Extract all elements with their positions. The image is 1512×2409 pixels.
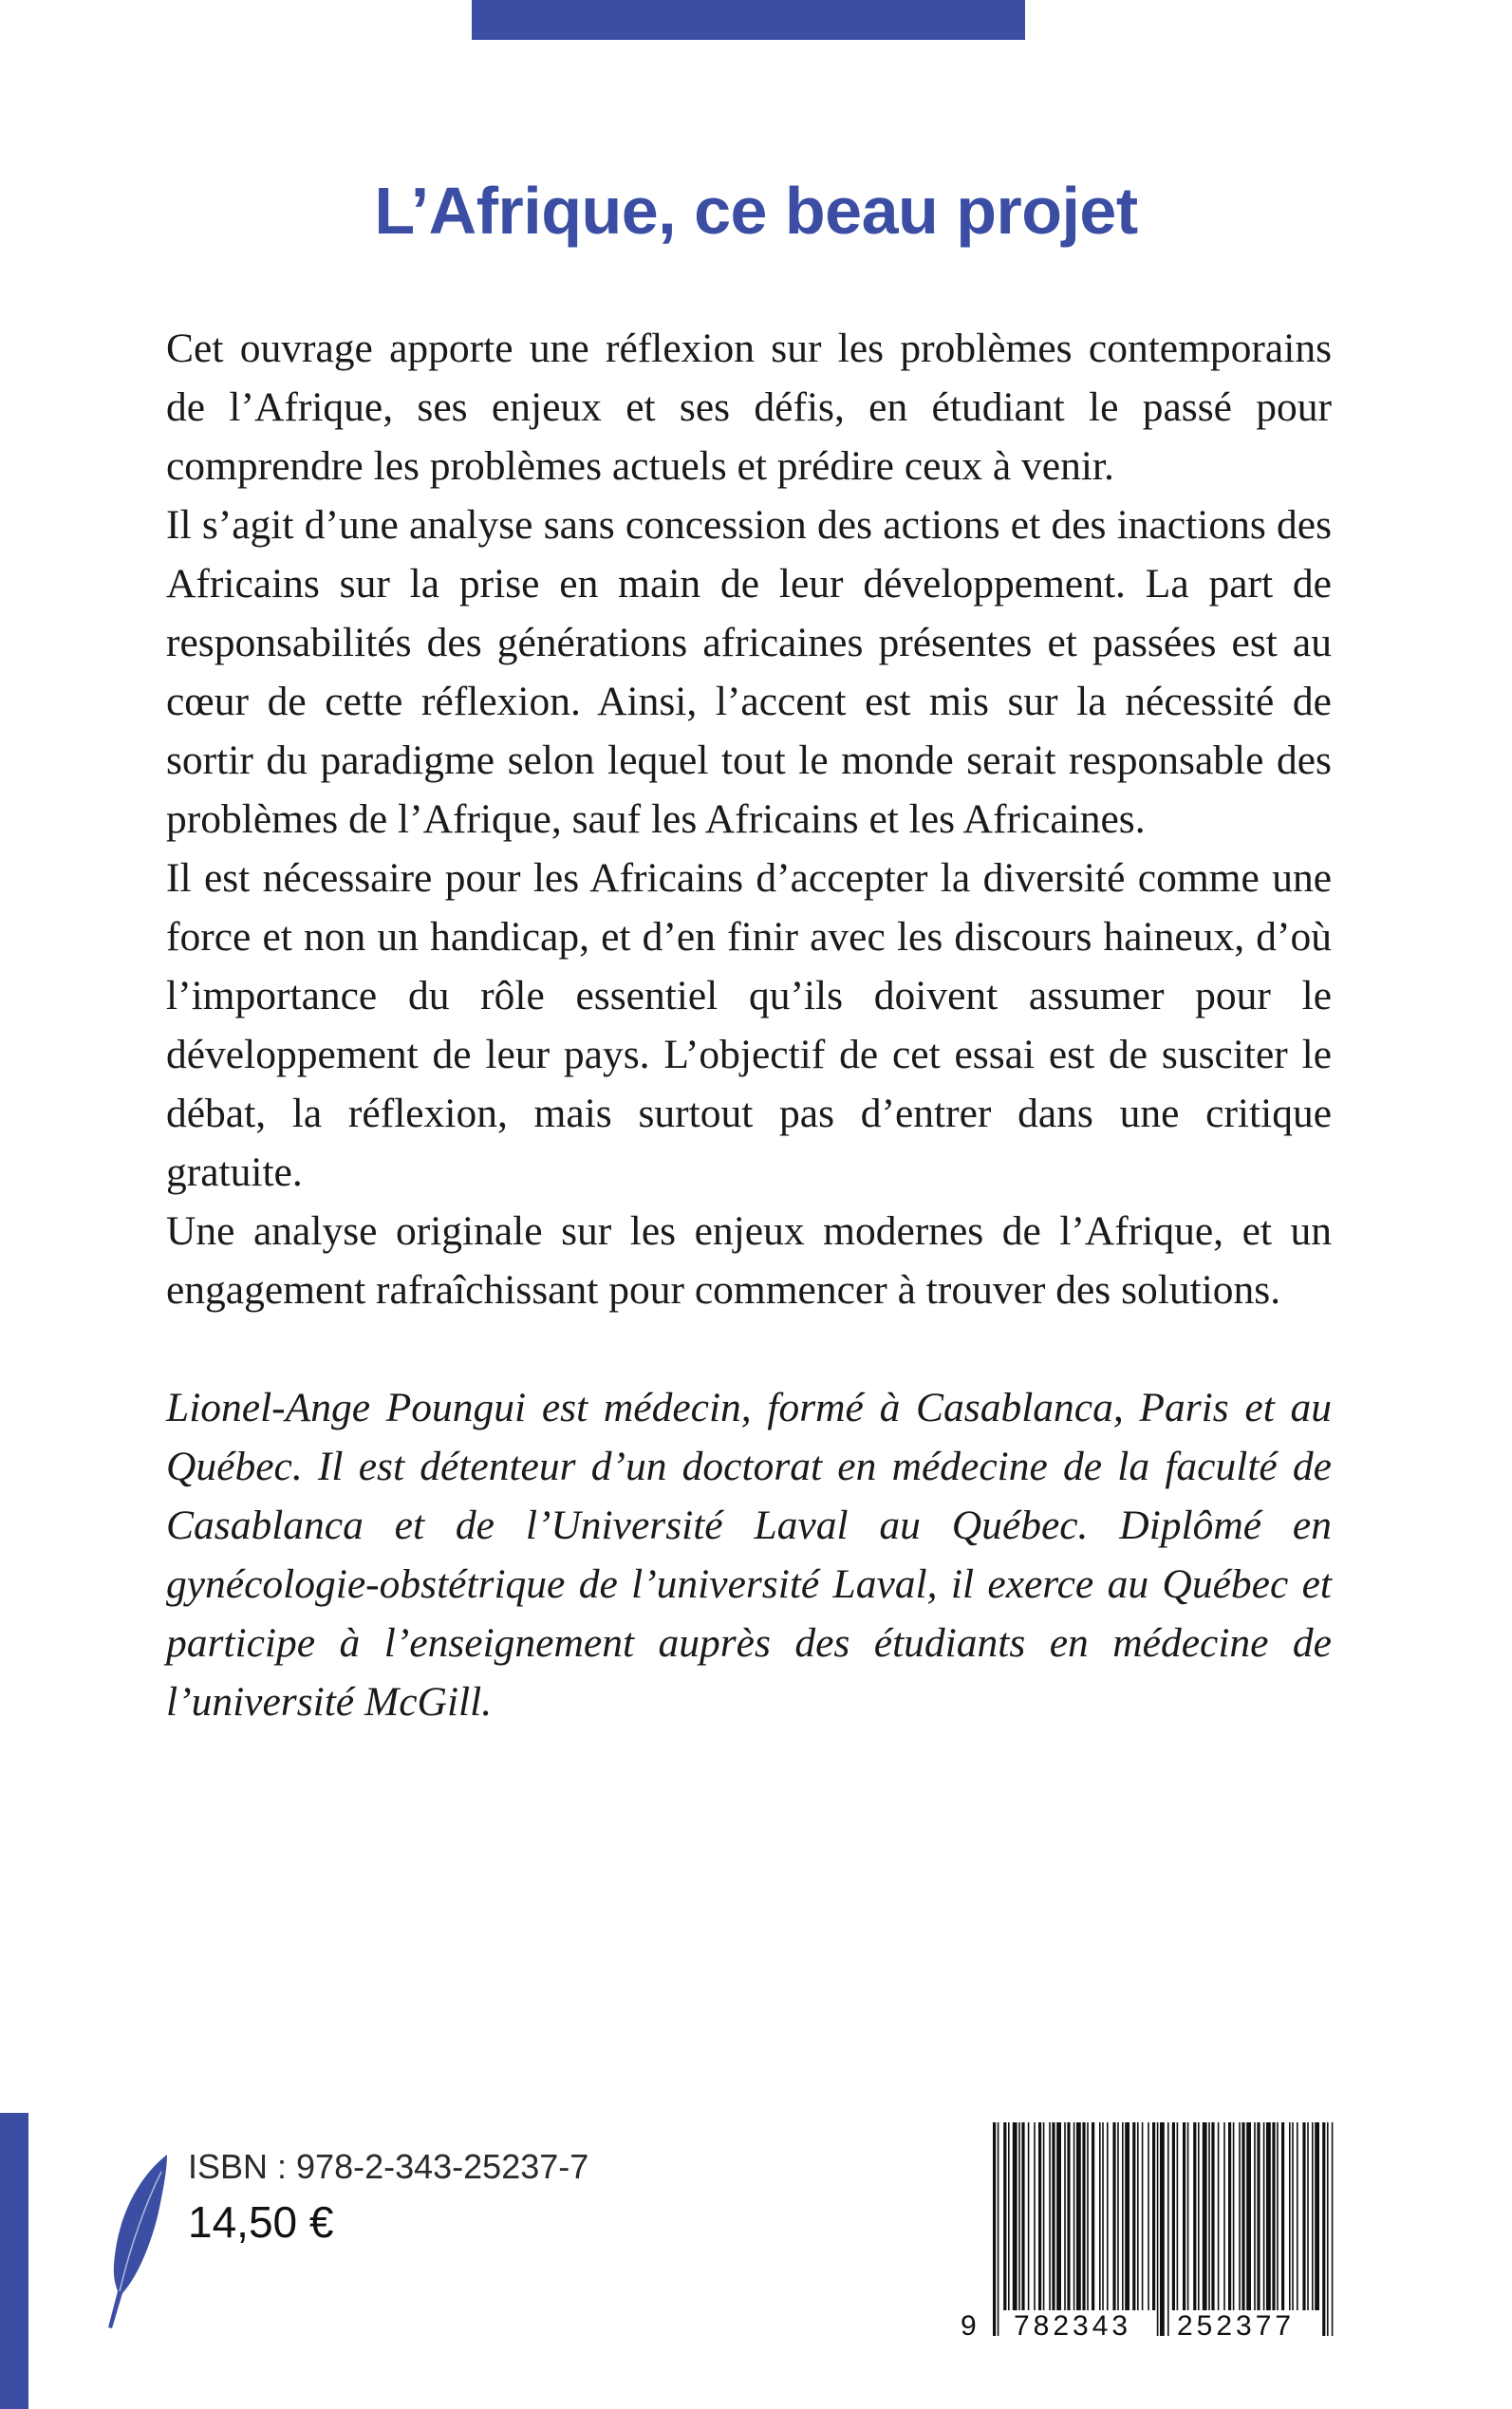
barcode-bar <box>1239 2122 1241 2310</box>
barcode-bar <box>1254 2122 1256 2310</box>
barcode-bar <box>1122 2122 1124 2310</box>
barcode-bar <box>1052 2122 1055 2310</box>
barcode-bar <box>993 2122 996 2336</box>
barcode-bar <box>1292 2122 1294 2310</box>
barcode-bar <box>1277 2122 1279 2310</box>
barcode-bar <box>1043 2122 1045 2310</box>
barcode-bar <box>1137 2122 1139 2310</box>
barcode-bar <box>1198 2122 1200 2310</box>
barcode-bar <box>1281 2122 1284 2310</box>
barcode-bar <box>1028 2122 1030 2310</box>
barcode-bar <box>1263 2122 1265 2310</box>
summary-paragraph-1: Cet ouvrage apporte une réflexion sur les problèmes contemporains de l’Afrique, ses enjeux et ses défis, en étudiant le passé pour comprendre les problèmes actuels et prédire ceux à venir. <box>166 326 1332 489</box>
barcode-bar <box>1266 2122 1271 2310</box>
barcode-bar <box>1049 2122 1051 2310</box>
barcode-bar <box>1177 2122 1179 2310</box>
barcode-bar <box>1172 2122 1175 2310</box>
barcode-bar <box>1257 2122 1260 2310</box>
left-accent-bar <box>0 2113 28 2409</box>
barcode-bar <box>1241 2122 1244 2310</box>
barcode-bar <box>1187 2122 1189 2310</box>
barcode-bar <box>1076 2122 1081 2310</box>
summary-paragraph-3: Il est nécessaire pour les Africains d’accepter la diversité comme une force et non un handicap, et d’en finir avec les discours haineux, d’où l’importance du rôle essentiel qu’ils doivent assumer pour le développement de leur pays. L’objectif de cet essai est de susciter le débat, la réflexion, mais surtout pas d’entrer dans une critique gratuite. <box>166 855 1332 1195</box>
barcode-bar <box>1003 2122 1006 2310</box>
barcode-bar <box>1132 2122 1135 2310</box>
barcode-bar <box>998 2122 999 2336</box>
barcode-bar <box>1223 2122 1225 2310</box>
book-title: L’Afrique, ce beau projet <box>374 174 1138 248</box>
barcode-bar <box>1034 2122 1036 2310</box>
barcode-bar <box>1228 2122 1231 2310</box>
barcode-digit-first: 9 <box>961 2310 977 2342</box>
barcode-bar <box>1332 2122 1334 2336</box>
barcode-bar <box>1117 2122 1119 2310</box>
barcode-bar <box>1289 2122 1291 2310</box>
barcode-bar <box>1112 2122 1115 2310</box>
barcode-bar <box>1246 2122 1251 2310</box>
barcode-bar <box>1193 2122 1196 2310</box>
barcode-bar <box>1183 2122 1185 2310</box>
barcode-bar <box>1307 2122 1309 2310</box>
barcode-bar <box>1148 2122 1149 2310</box>
feather-icon <box>104 2153 171 2328</box>
barcode-bar <box>1092 2122 1094 2310</box>
top-accent-bar <box>472 0 1025 40</box>
barcode-bar <box>1167 2122 1169 2336</box>
barcode-bar <box>1211 2122 1214 2310</box>
barcode-bar <box>1008 2122 1010 2310</box>
summary-paragraph-4: Une analyse originale sur les enjeux modernes de l’Afrique, et un engagement rafraîchissant pour commencer à trouver des solutions. <box>166 1208 1332 1313</box>
barcode-bar <box>1322 2122 1325 2336</box>
barcode-bar <box>1302 2122 1305 2310</box>
barcode-digit-group-1: 782343 <box>1014 2310 1132 2342</box>
barcode-bar <box>1272 2122 1275 2310</box>
barcode-bar <box>1102 2122 1104 2310</box>
barcode-bar <box>1107 2122 1109 2310</box>
barcode-bar <box>1312 2122 1314 2310</box>
author-bio: Lionel-Ange Poungui est médecin, formé à Casablanca, Paris et au Québec. Il est détenteur d’un doctorat en médecine de la faculté de Casablanca et de l’Université Laval au Québec. Diplômé en gynécologie-obstétrique de l’université Laval, il exerce au Québec et participe à l’enseignement auprès des étudiants en médecine de l’université McGill. <box>166 1385 1332 1725</box>
barcode-bar <box>1067 2122 1070 2310</box>
barcode-bar <box>1082 2122 1085 2310</box>
barcode-bar <box>1208 2122 1210 2310</box>
price-text: 14,50 € <box>188 2197 334 2247</box>
barcode-bar <box>1125 2122 1129 2310</box>
isbn-text: ISBN : 978-2-343-25237-7 <box>188 2147 589 2186</box>
barcode-bar <box>1218 2122 1220 2310</box>
barcode-bar <box>1160 2122 1165 2336</box>
summary-paragraph-2: Il s’agit d’une analyse sans concession des actions et des inactions des Africains sur la prise en main de leur développement. La part de responsabilités des générations africaines présentes et passées est au cœur de cette réflexion. Ainsi, l’accent est mis sur la nécessité de sortir du paradigme selon lequel tout le monde serait responsable des problèmes de l’Afrique, sauf les Africains et les Africaines. <box>166 502 1332 842</box>
barcode-bar <box>1327 2122 1329 2336</box>
barcode-bar <box>1203 2122 1207 2310</box>
barcode-bar <box>1073 2122 1075 2310</box>
barcode-bar <box>1056 2122 1061 2310</box>
barcode-bar <box>1315 2122 1319 2310</box>
barcode-bar <box>1142 2122 1144 2310</box>
barcode-bar <box>1021 2122 1024 2310</box>
barcode-bar <box>1038 2122 1041 2310</box>
barcode-bar <box>1152 2122 1155 2310</box>
barcode-bar <box>1018 2122 1020 2310</box>
barcode-bar <box>1297 2122 1298 2310</box>
barcode-digit-group-2: 252377 <box>1177 2310 1296 2342</box>
back-cover-text <box>166 319 1332 1731</box>
barcode-bar <box>1064 2122 1066 2310</box>
barcode-bar <box>1157 2122 1159 2336</box>
barcode-bar <box>1099 2122 1101 2310</box>
barcode-bar <box>1013 2122 1017 2310</box>
barcode-bar <box>1233 2122 1235 2310</box>
barcode-bar <box>1087 2122 1089 2310</box>
